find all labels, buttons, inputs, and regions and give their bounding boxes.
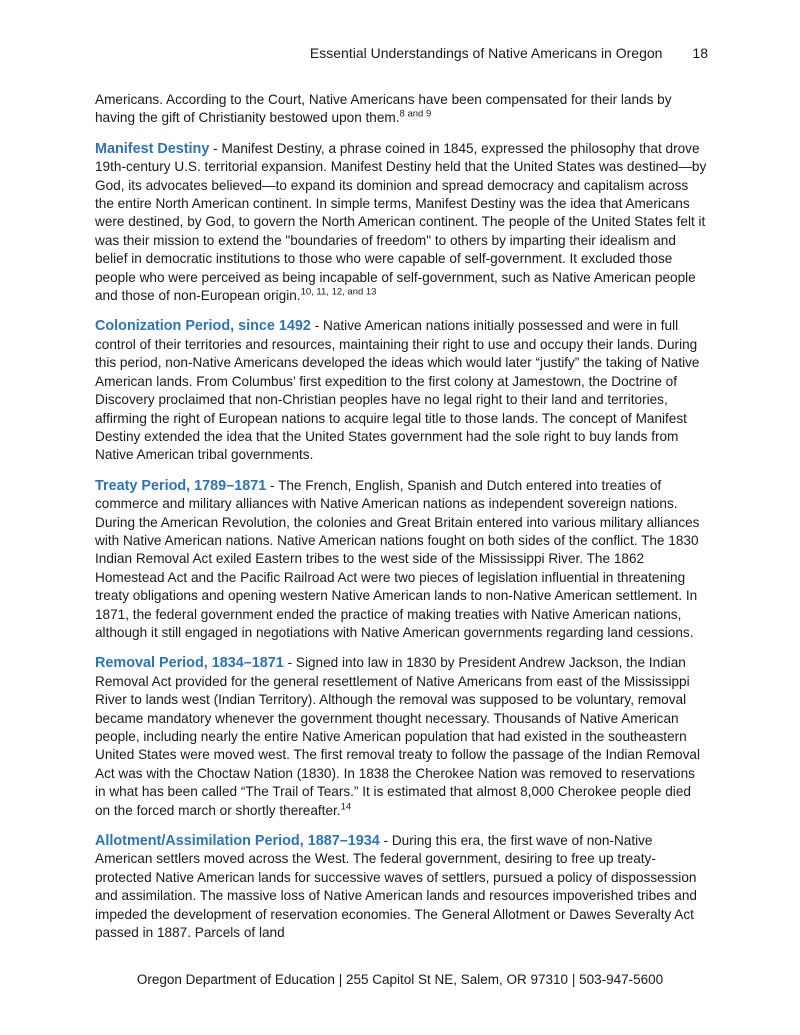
heading-separator: - — [283, 655, 296, 671]
paragraph-text: The French, English, Spanish and Dutch entered into treaties of commerce and military alliances with Native American nations as independent sovereign nations. During the American Revolution, the colonies and Great Britain entered into various military alliances with Native American nations. Native American nations fought on both sides of the conflict. The 1830 Indian Removal Act exiled Eastern tribes to the west side of the Mississippi River. The 1862 Homestead Act and the Pacific Railroad Act were two pieces of legislation influential in threatening treaty obligations and opening western Native American lands to non-Native American settlement. In 1871, the federal government ended the practice of making treaties with Native American nations, although it still engaged in negotiations with Native American governments regarding land cessions. — [95, 477, 700, 640]
footnote-reference: 10, 11, 12, and 13 — [300, 286, 377, 298]
paragraph-text: During this era, the first wave of non-Native American settlers moved across the West. The federal government, desiring to free up treaty-protected Native American lands for successive waves of settlers, pursued a policy of dispossession and assimilation. The massive loss of Native American lands and resources impoverished tribes and impeded the development of reservation economies. The General Allotment or Dawes Severalty Act passed in 1887. Parcels of land — [95, 833, 697, 941]
paragraph-text: Signed into law in 1830 by President Andrew Jackson, the Indian Removal Act provided for the general resettlement of Native Americans from east of the Mississippi River to lands west (Indian Territory). Although the removal was supposed to be voluntary, removal became mandatory whenever the government thought necessary. Thousands of Native American people, including nearly the entire Native American population that had existed in the southeastern United States were moved west. The first removal treaty to follow the passage of the Indian Removal Act was with the Choctaw Nation (1830). In 1838 the Cherokee Nation was removed to reservations in what has been called “The Trail of Tears.” It is estimated that almost 8,000 Cherokee people died on the forced march or shortly thereafter. — [95, 655, 700, 818]
page-header — [95, 45, 708, 61]
footnote-reference: 14 — [340, 801, 352, 813]
heading-separator: - — [209, 140, 222, 156]
heading-separator: - — [379, 833, 392, 849]
section-heading: Allotment/Assimilation Period, 1887–1934 — [95, 833, 380, 850]
section-heading: Colonization Period, since 1492 — [95, 318, 311, 335]
footer-text: Oregon Department of Education | 255 Capitol St NE, Salem, OR 97310 | 503-947-5600 — [136, 972, 664, 987]
paragraph-text: Manifest Destiny, a phrase coined in 1845, expressed the philosophy that drove 19th-century U.S. territorial expansion. Manifest Destiny held that the United States was destined—by God, its advocates believed—to expand its dominion and spread democracy and capitalism across the entire North American continent. In simple terms, Manifest Destiny was the idea that Americans were destined, by God, to govern the North American continent. The people of the United States felt it was their mission to extend the "boundaries of freedom" to others by imparting their idealism and belief in democratic institutions to those who were capable of self-government. It excluded those people who were perceived as being incapable of self-government, such as Native American people and those of non-European origin. — [95, 140, 707, 304]
section-heading: Manifest Destiny — [95, 140, 210, 157]
section-removal-period — [95, 654, 709, 820]
document-body — [95, 91, 709, 954]
heading-separator: - — [310, 318, 324, 334]
header-title: Essential Understandings of Native Americans in Oregon — [309, 45, 663, 61]
section-allotment-assimilation-period — [95, 832, 709, 942]
paragraph-text: Americans. According to the Court, Native Americans have been compensated for their lands by having the gift of Christianity bestowed upon them. — [95, 92, 672, 126]
heading-separator: - — [266, 477, 279, 493]
paragraph-text: Native American nations initially possessed and were in full control of their territories and resources, maintaining their right to use and occupy their lands. During this period, non-Native Americans developed the ideas which would later “justify” the taking of Native American lands. From Columbus’ first expedition to the first colony at Jamestown, the Doctrine of Discovery proclaimed that non-Christian peoples have no legal right to their land and territories, affirming the right of European nations to acquire legal title to those lands. The concept of Manifest Destiny extended the idea that the United States government had the sole right to buy lands from Native American tribal governments. — [95, 318, 700, 463]
page-number: 18 — [692, 45, 708, 61]
section-manifest-destiny — [95, 140, 709, 306]
intro-paragraph — [95, 91, 709, 128]
section-treaty-period — [95, 477, 709, 643]
section-heading: Treaty Period, 1789–1871 — [95, 477, 267, 494]
section-colonization-period — [95, 317, 709, 464]
section-heading: Removal Period, 1834–1871 — [95, 655, 284, 672]
footnote-reference: 8 and 9 — [399, 108, 432, 120]
page-footer — [0, 972, 800, 987]
